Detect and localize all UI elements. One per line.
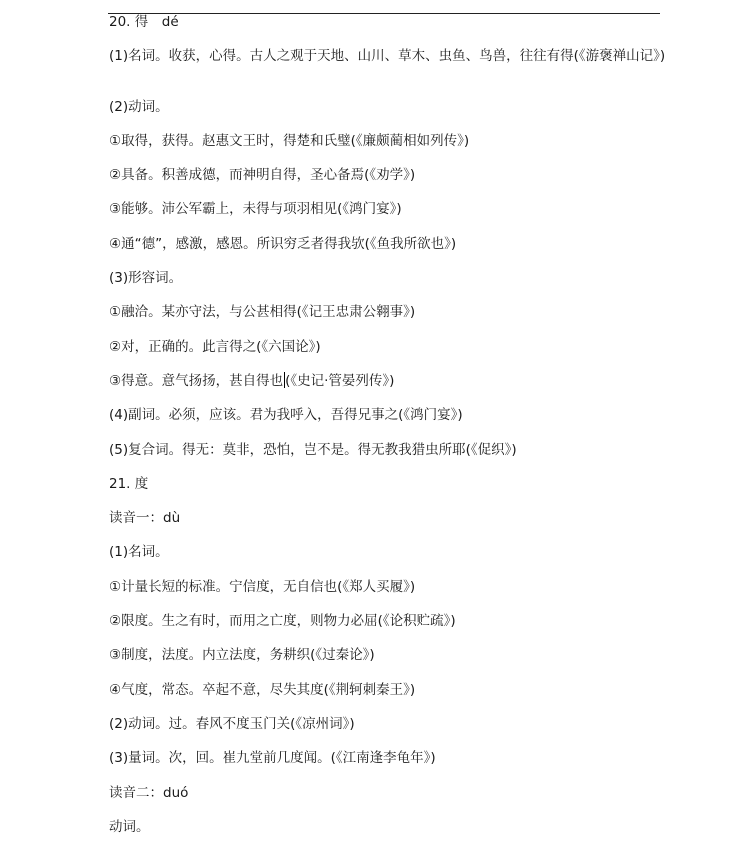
definition-line: ①计量长短的标准。宁信度，无自信也(《郑人买履》) [109,579,416,595]
definition-line: (2)动词。过。春风不度玉门关(《凉州词》) [109,716,355,732]
definition-line: ①融洽。某亦守法，与公甚相得(《记王忠肃公翱事》) [109,304,416,320]
definition-line: ②限度。生之有时，而用之亡度，则物力必屈(《论积贮疏》) [109,613,456,629]
definition-line: ③制度，法度。内立法度，务耕织(《过秦论》) [109,647,375,663]
definition-line: (1)名词。 [109,544,169,560]
definition-line: (5)复合词。得无：莫非，恐怕，岂不是。得无教我猎虫所耶(《促织》) [109,442,517,458]
definition-line: ②对，正确的。此言得之(《六国论》) [109,339,321,355]
definition-line: ①取得，获得。赵惠文王时，得楚和氏璧(《廉颇蔺相如列传》) [109,133,470,149]
definition-line-with-cursor[interactable] [109,372,394,390]
reading-heading: 读音二：duó [109,785,189,801]
definition-line: ②具备。积善成德，而神明自得，圣心备焉(《劝学》) [109,167,416,183]
definition-line: 动词。 [109,819,150,835]
entry-heading-de: 20. 得 dé [109,14,179,30]
reading-heading: 读音一：dù [109,510,181,526]
header-rule [108,13,660,14]
definition-line: (3)量词。次，回。崔九堂前几度闻。(《江南逢李龟年》) [109,750,436,766]
definition-text: ③得意。意气扬扬，甚自得也 [109,373,284,389]
definition-line: ③能够。沛公军霸上，未得与项羽相见(《鸿门宴》) [109,201,402,217]
definition-line: (2)动词。 [109,99,169,115]
definition-line: (4)副词。必须，应该。君为我呼入，吾得兄事之(《鸿门宴》) [109,407,463,423]
definition-line: ④通“德”，感激，感恩。所识穷乏者得我欤(《鱼我所欲也》) [109,236,457,252]
entry-heading-du: 21. 度 [109,476,149,492]
definition-line: (3)形容词。 [109,270,183,286]
definition-line: (1)名词。收获，心得。古人之观于天地、山川、草木、虫鱼、鸟兽，往往有得(《游褒禅山记》) [109,48,666,64]
definition-source: (《史记·管晏列传》) [285,373,395,389]
definition-line: ④气度，常态。卒起不意，尽失其度(《荆轲刺秦王》) [109,682,416,698]
